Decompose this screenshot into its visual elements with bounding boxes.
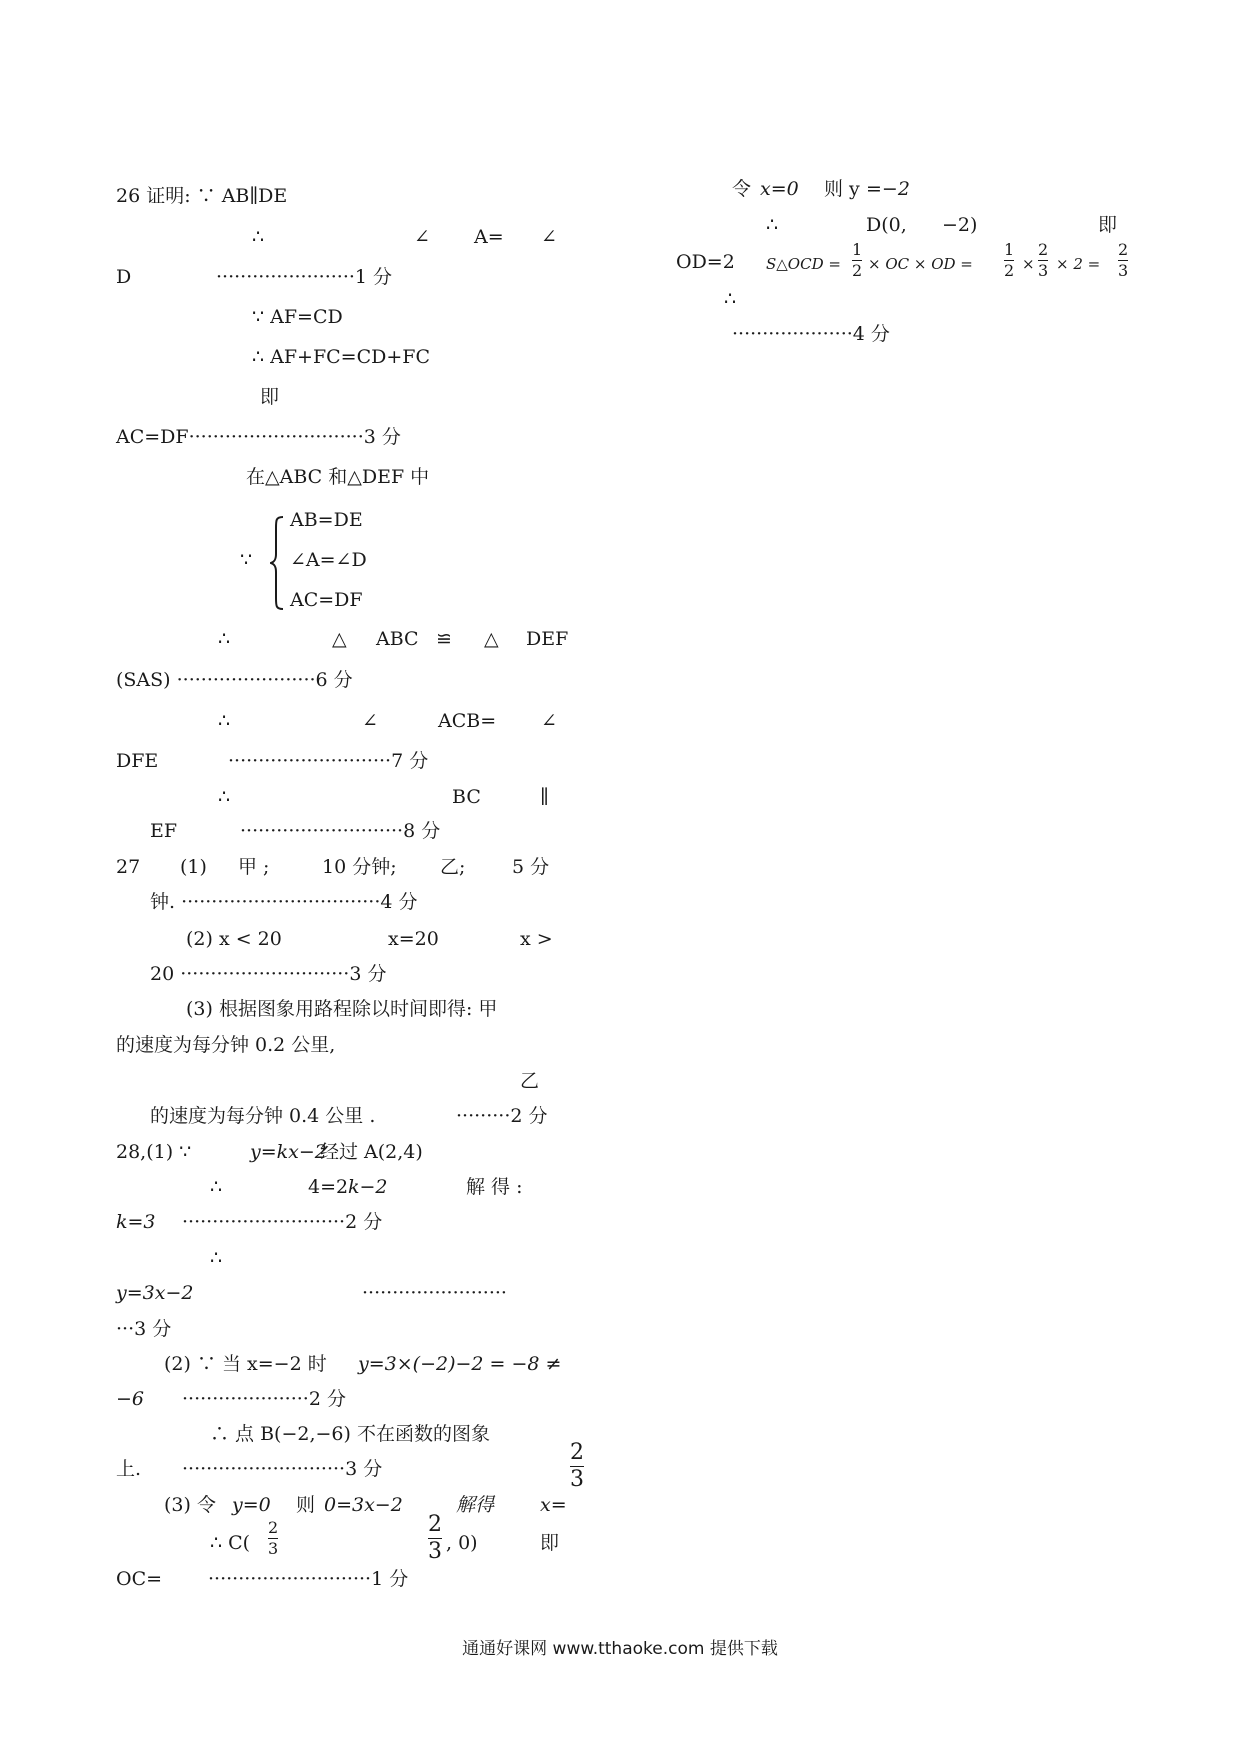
q26-text: DEF (526, 628, 569, 650)
q28-text: OC= (116, 1568, 163, 1590)
left-brace-icon (270, 516, 284, 610)
score-line: ·······················1 分 (216, 266, 393, 288)
triangle-symbol: △ (484, 628, 499, 650)
fraction-numerator: 1 (852, 240, 863, 259)
right-text: D(0, (866, 214, 907, 236)
system-eq-1: AB=DE (290, 509, 363, 531)
area-formula-end: × 2 = (1056, 255, 1101, 273)
triangle-symbol: △ (332, 628, 347, 650)
q28-text: (2) ∵ 当 x=−2 时 (164, 1353, 327, 1375)
right-text: 令 (732, 178, 752, 200)
q28-text: ∴ C( (210, 1532, 251, 1554)
fraction-two-thirds (570, 1442, 584, 1491)
score-line: ····················4 分 (732, 323, 890, 345)
q28-equation: k−2 (348, 1176, 388, 1198)
congruent-symbol: ≌ (436, 628, 452, 650)
score-line: 20 ····························3 分 (150, 963, 387, 985)
right-equation: =−2 (866, 178, 910, 200)
angle-symbol: ∠ (541, 710, 557, 732)
score-line: ·····················2 分 (182, 1388, 346, 1410)
score-line: ···························8 分 (240, 820, 441, 842)
therefore-symbol: ∴ (252, 226, 265, 248)
fraction-numerator: 2 (268, 1518, 279, 1537)
fraction-one-half (1004, 242, 1014, 279)
score-dots: ························ (362, 1282, 507, 1304)
q28-text: 解 得 : (466, 1176, 523, 1198)
q26-text: A= (474, 226, 504, 248)
fraction-denominator: 3 (570, 1467, 584, 1492)
right-text: 则 y (824, 178, 860, 200)
q28-text: 则 (296, 1494, 316, 1516)
q27-line: 的速度为每分钟 0.2 公里, (116, 1034, 336, 1056)
q28-text: 解得 (456, 1494, 495, 1516)
score-line: ···························3 分 (182, 1458, 383, 1480)
score-line: ···························1 分 (208, 1568, 409, 1590)
therefore-symbol: ∴ (210, 1176, 223, 1198)
q28-equation: k=3 (116, 1211, 156, 1233)
right-text: −2) (942, 214, 978, 236)
q28-text: 上. (116, 1458, 142, 1480)
because-symbol: ∵ (240, 549, 253, 571)
system-eq-3: AC=DF (290, 589, 363, 611)
q28-text: 4=2 (308, 1176, 349, 1198)
angle-symbol: ∠ (541, 226, 557, 248)
therefore-symbol: ∴ (210, 1247, 223, 1269)
area-formula-label: S△OCD = (766, 255, 841, 273)
fraction-numerator: 2 (570, 1440, 584, 1465)
q27-text: 甲 ; (238, 856, 270, 878)
q26-line: 即 (260, 386, 280, 408)
fraction-denominator: 3 (268, 1539, 279, 1558)
q26-text: ACB= (438, 710, 497, 732)
q28-equation: y=0 (232, 1494, 271, 1516)
fraction-numerator: 2 (428, 1512, 442, 1537)
q27-text: x=20 (388, 928, 439, 950)
score-line: ···························7 分 (228, 750, 429, 772)
q28-line: ∴ 点 B(−2,−6) 不在函数的图象 (210, 1423, 490, 1445)
q27-text: 乙 (520, 1070, 540, 1092)
q27-text: (2) x < 20 (186, 928, 282, 950)
right-text: 即 (1098, 214, 1118, 236)
q27-text: (1) (180, 856, 207, 878)
score-line: (SAS) ·······················6 分 (116, 669, 353, 691)
q28-equation: x= (540, 1494, 567, 1516)
q26-line: ∴ AF+FC=CD+FC (252, 346, 431, 368)
score-line: AC=DF·····························3 分 (116, 426, 401, 448)
q27-text: 10 分钟; (322, 856, 397, 878)
angle-symbol: ∠ (362, 710, 378, 732)
fraction-denominator: 3 (428, 1539, 442, 1564)
fraction-denominator: 3 (1038, 261, 1049, 280)
q28-equation: −6 (116, 1388, 145, 1410)
q27-line: 的速度为每分钟 0.4 公里 . (150, 1105, 376, 1127)
score-line: 钟. ·································4 分 (150, 891, 418, 913)
q28-text: 经过 A(2,4) (320, 1141, 423, 1163)
area-formula-mid: × OC × OD = (868, 255, 973, 273)
score-line: ·········2 分 (456, 1105, 548, 1127)
q28-number: 28,(1) ∵ (116, 1141, 192, 1163)
q26-text: DFE (116, 750, 159, 772)
right-equation: x=0 (760, 178, 799, 200)
q28-text: (3) 令 (164, 1494, 216, 1516)
fraction-one-half (852, 242, 862, 279)
therefore-symbol: ∴ (724, 288, 737, 310)
fraction-numerator: 2 (1038, 240, 1049, 259)
q26-line: ∵ AF=CD (252, 306, 343, 328)
q28-text: , 0) (446, 1532, 478, 1554)
fraction-two-thirds (428, 1514, 442, 1563)
fraction-denominator: 2 (1004, 261, 1015, 280)
fraction-two-thirds (1038, 242, 1048, 279)
q28-text: 即 (540, 1532, 560, 1554)
q28-equation: y=3x−2 (116, 1282, 194, 1304)
q27-line: (3) 根据图象用路程除以时间即得: 甲 (186, 998, 498, 1020)
angle-symbol: ∠ (414, 226, 430, 248)
q28-equation: y=3×(−2)−2 = −8 ≠ (358, 1353, 562, 1375)
fraction-two-thirds (1118, 242, 1128, 279)
q26-text: ABC (376, 628, 419, 650)
fraction-denominator: 2 (852, 261, 863, 280)
q26-line: 在△ABC 和△DEF 中 (246, 466, 430, 488)
therefore-symbol: ∴ (218, 710, 231, 732)
q27-text: x > (520, 928, 553, 950)
fraction-numerator: 1 (1004, 240, 1015, 259)
q28-equation: y=kx−2 (250, 1141, 327, 1163)
therefore-symbol: ∴ (218, 628, 231, 650)
system-eq-2: ∠A=∠D (290, 549, 367, 571)
q27-text: 乙; (440, 856, 466, 878)
q26-text: BC (452, 786, 481, 808)
score-line: ···3 分 (116, 1318, 172, 1340)
right-text: OD=2 (676, 251, 735, 273)
q26-text: EF (150, 820, 178, 842)
q26-text: D (116, 266, 132, 288)
page-footer: 通通好课网 www.tthaoke.com 提供下载 (462, 1639, 778, 1659)
times-symbol: × (1022, 255, 1035, 273)
q27-number: 27 (116, 856, 141, 878)
score-line: ···························2 分 (182, 1211, 383, 1233)
q27-text: 5 分 (512, 856, 550, 878)
fraction-two-thirds (268, 1520, 278, 1557)
therefore-symbol: ∴ (218, 786, 231, 808)
q26-line-1: 26 证明: ∵ AB∥DE (116, 185, 288, 207)
fraction-denominator: 3 (1118, 261, 1129, 280)
fraction-numerator: 2 (1118, 240, 1129, 259)
therefore-symbol: ∴ (766, 214, 779, 236)
parallel-symbol: ∥ (540, 786, 549, 808)
q28-equation: 0=3x−2 (324, 1494, 403, 1516)
